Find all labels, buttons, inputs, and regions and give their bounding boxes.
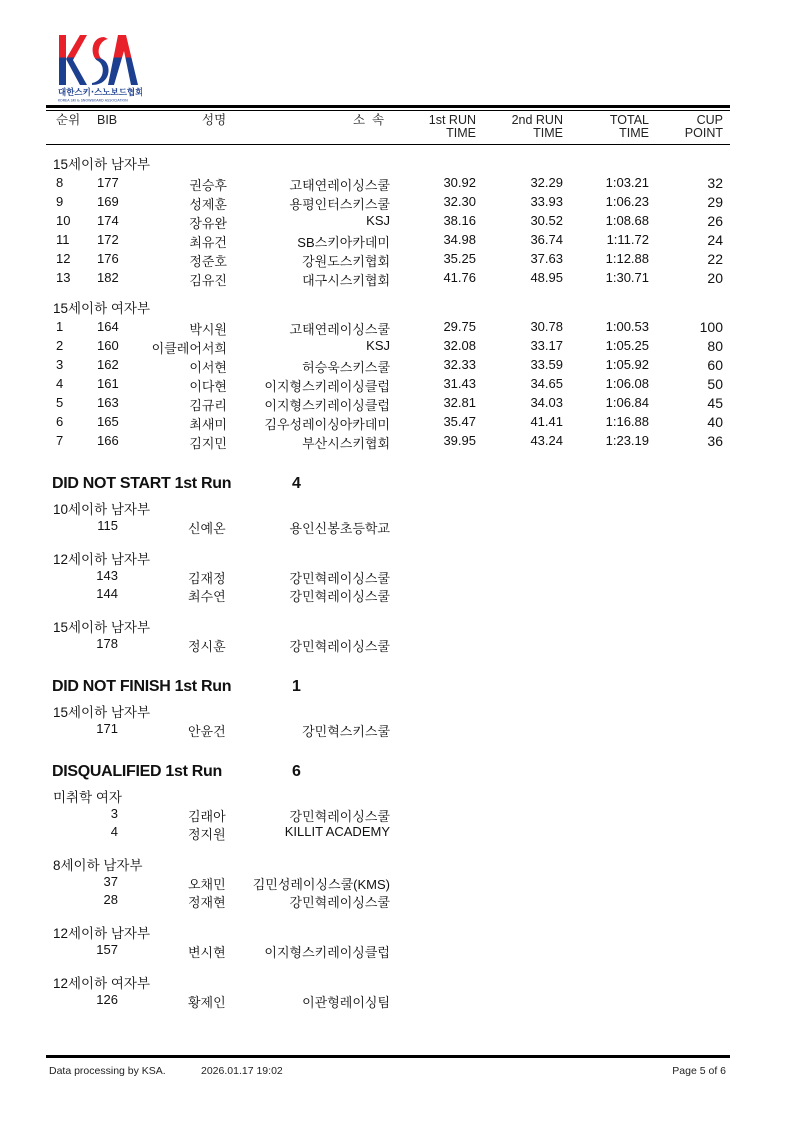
cell-club: SB스키아카데미 bbox=[297, 235, 390, 250]
cell-club: 강민혁레이싱스쿨 bbox=[289, 589, 390, 604]
cell-cup: 22 bbox=[707, 251, 723, 267]
cell-bib: 171 bbox=[96, 721, 118, 736]
cell-name: 최수연 bbox=[188, 589, 226, 604]
cell-run1: 41.76 bbox=[443, 270, 476, 285]
cell-total: 1:16.88 bbox=[605, 414, 649, 429]
cell-total: 1:11.72 bbox=[606, 232, 649, 247]
cell-run1: 29.75 bbox=[443, 319, 476, 334]
cell-club: KSJ bbox=[366, 213, 390, 228]
cell-cup: 80 bbox=[707, 338, 723, 354]
group-spacer bbox=[0, 959, 793, 970]
cell-total: 1:30.71 bbox=[605, 270, 649, 285]
col-header-total bbox=[610, 114, 649, 140]
cell-run1: 32.30 bbox=[443, 194, 476, 209]
cell-run1: 32.33 bbox=[443, 357, 476, 372]
cell-run2: 34.65 bbox=[530, 376, 563, 391]
section-title-text: DISQUALIFIED 1st Run bbox=[52, 763, 223, 780]
cell-club: 이지형스키레이싱클럽 bbox=[264, 379, 390, 394]
section-group-header bbox=[0, 614, 793, 635]
cell-bib: 157 bbox=[96, 942, 118, 957]
cell-name: 정지원 bbox=[188, 827, 226, 842]
list-item bbox=[0, 517, 793, 535]
cell-name: 성제훈 bbox=[189, 197, 227, 212]
col-header-cup-line2: POINT bbox=[684, 126, 723, 140]
cell-club: 이지형스키레이싱클럽 bbox=[264, 398, 390, 413]
cell-bib: 163 bbox=[97, 395, 119, 410]
col-header-bib: BIB bbox=[97, 113, 118, 127]
col-header-run1 bbox=[429, 114, 476, 140]
list-item bbox=[0, 805, 793, 823]
header-bottom-rule bbox=[46, 144, 730, 145]
cell-cup: 26 bbox=[707, 213, 723, 229]
cell-name: 김재정 bbox=[188, 571, 226, 586]
list-item bbox=[0, 823, 793, 841]
cell-club: 강민혁레이싱스쿨 bbox=[289, 571, 390, 586]
section-title-text: DID NOT START 1st Run bbox=[52, 475, 232, 492]
table-row bbox=[0, 249, 793, 268]
cell-name: 김규리 bbox=[189, 398, 227, 413]
cell-rank: 2 bbox=[56, 338, 64, 353]
group-title: 15세이하 남자부 bbox=[53, 157, 151, 172]
group-title: 12세이하 남자부 bbox=[53, 552, 151, 567]
cell-rank: 6 bbox=[56, 414, 64, 429]
cell-cup: 24 bbox=[707, 232, 723, 248]
cell-run2: 36.74 bbox=[530, 232, 563, 247]
cell-club: 이지형스키레이싱클럽 bbox=[264, 945, 390, 960]
group-title: 8세이하 남자부 bbox=[53, 858, 143, 873]
cell-cup: 40 bbox=[707, 414, 723, 430]
section-title-text: DID NOT FINISH 1st Run bbox=[52, 678, 232, 695]
result-group-header bbox=[0, 294, 793, 317]
cell-name: 신예온 bbox=[188, 521, 226, 536]
cell-cup: 50 bbox=[707, 376, 723, 392]
cell-total: 1:06.84 bbox=[605, 395, 649, 410]
list-item bbox=[0, 720, 793, 738]
cell-name: 김유진 bbox=[189, 273, 227, 288]
header-rule bbox=[46, 110, 730, 111]
section-group-header bbox=[0, 784, 793, 805]
cell-club: KILLIT ACADEMY bbox=[284, 824, 390, 839]
cell-club: 김민성레이싱스쿨(KMS) bbox=[252, 877, 390, 892]
cell-bib: 172 bbox=[97, 232, 119, 247]
section-title bbox=[0, 760, 793, 784]
footer-processed-by: Data processing by KSA. bbox=[49, 1065, 166, 1077]
cell-bib: 164 bbox=[97, 319, 119, 334]
section-group-header bbox=[0, 970, 793, 991]
cell-run2: 30.52 bbox=[530, 213, 563, 228]
cell-bib: 37 bbox=[103, 874, 118, 889]
group-title: 15세이하 남자부 bbox=[53, 620, 151, 635]
table-row bbox=[0, 355, 793, 374]
cell-bib: 166 bbox=[97, 433, 119, 448]
cell-rank: 4 bbox=[56, 376, 64, 391]
table-row bbox=[0, 393, 793, 412]
section-title bbox=[0, 472, 793, 496]
group-spacer bbox=[0, 535, 793, 546]
cell-club: 강민혁레이싱스쿨 bbox=[289, 895, 390, 910]
section-title bbox=[0, 675, 793, 699]
col-header-run1-line1: 1st RUN bbox=[428, 113, 476, 127]
cell-rank: 9 bbox=[56, 194, 64, 209]
cell-name: 안윤건 bbox=[188, 724, 226, 739]
col-header-total-line1: TOTAL bbox=[609, 113, 649, 127]
cell-name: 이다현 bbox=[189, 379, 227, 394]
cell-club: 허승욱스키스쿨 bbox=[302, 360, 390, 375]
cell-bib: 160 bbox=[97, 338, 119, 353]
col-header-run2 bbox=[512, 114, 563, 140]
list-item bbox=[0, 873, 793, 891]
list-item bbox=[0, 585, 793, 603]
cell-run1: 38.16 bbox=[443, 213, 476, 228]
cell-bib: 161 bbox=[97, 376, 119, 391]
cell-name: 장유완 bbox=[189, 216, 227, 231]
cell-run2: 43.24 bbox=[530, 433, 563, 448]
table-row bbox=[0, 211, 793, 230]
results-content bbox=[0, 150, 793, 1009]
cell-club: 강민혁레이싱스쿨 bbox=[289, 809, 390, 824]
group-title: 미취학 여자 bbox=[53, 790, 122, 805]
cell-total: 1:12.88 bbox=[605, 251, 649, 266]
col-header-name: 성명 bbox=[202, 113, 227, 127]
col-header-club: 소 속 bbox=[353, 113, 385, 127]
cell-rank: 5 bbox=[56, 395, 64, 410]
cell-name: 박시원 bbox=[189, 322, 227, 337]
cell-cup: 45 bbox=[707, 395, 723, 411]
table-row bbox=[0, 192, 793, 211]
cell-bib: 162 bbox=[97, 357, 119, 372]
cell-name: 정시훈 bbox=[188, 639, 226, 654]
group-spacer bbox=[0, 603, 793, 614]
col-header-cup bbox=[685, 114, 723, 140]
cell-total: 1:03.21 bbox=[605, 175, 649, 190]
cell-club: 강민혁레이싱스쿨 bbox=[289, 639, 390, 654]
cell-club: 고태연레이싱스쿨 bbox=[289, 322, 390, 337]
cell-run1: 39.95 bbox=[443, 433, 476, 448]
cell-name: 이클레어서희 bbox=[151, 341, 227, 356]
section-group-header bbox=[0, 496, 793, 517]
group-title: 15세이하 여자부 bbox=[53, 301, 151, 316]
footer-rule bbox=[46, 1055, 730, 1058]
cell-run2: 33.59 bbox=[530, 357, 563, 372]
cell-cup: 20 bbox=[707, 270, 723, 286]
cell-rank: 7 bbox=[56, 433, 64, 448]
cell-rank: 3 bbox=[56, 357, 64, 372]
ksa-logo bbox=[56, 33, 142, 103]
col-header-cup-line1: CUP bbox=[696, 113, 723, 127]
group-title: 12세이하 여자부 bbox=[53, 976, 151, 991]
cell-cup: 60 bbox=[707, 357, 723, 373]
cell-club: 이관형레이싱팀 bbox=[302, 995, 390, 1010]
cell-bib: 115 bbox=[97, 518, 118, 533]
col-header-rank: 순위 bbox=[56, 113, 81, 127]
cell-cup: 32 bbox=[707, 175, 723, 191]
section-group-header bbox=[0, 920, 793, 941]
cell-bib: 144 bbox=[96, 586, 118, 601]
result-group-header bbox=[0, 150, 793, 173]
cell-name: 황제인 bbox=[188, 995, 226, 1010]
group-spacer bbox=[0, 287, 793, 294]
cell-run2: 32.29 bbox=[530, 175, 563, 190]
cell-rank: 11 bbox=[56, 232, 70, 247]
cell-name: 이서현 bbox=[189, 360, 227, 375]
cell-name: 김래아 bbox=[188, 809, 226, 824]
cell-cup: 29 bbox=[707, 194, 723, 210]
table-row bbox=[0, 268, 793, 287]
svg-text:KOREA SKI & SNOWBOARD ASSOCIAT: KOREA SKI & SNOWBOARD ASSOCIATION bbox=[58, 98, 128, 103]
table-row bbox=[0, 374, 793, 393]
cell-club: 강민혁스키스쿨 bbox=[302, 724, 390, 739]
cell-run2: 33.93 bbox=[530, 194, 563, 209]
cell-bib: 28 bbox=[103, 892, 118, 907]
cell-run2: 30.78 bbox=[530, 319, 563, 334]
section-count: 1 bbox=[292, 678, 301, 695]
cell-total: 1:05.92 bbox=[605, 357, 649, 372]
cell-club: 강원도스키협회 bbox=[302, 254, 390, 269]
svg-text:대한스키·스노보드협회: 대한스키·스노보드협회 bbox=[58, 88, 142, 98]
cell-total: 1:06.23 bbox=[605, 194, 649, 209]
cell-bib: 126 bbox=[96, 992, 118, 1007]
section-group-header bbox=[0, 699, 793, 720]
section-count: 4 bbox=[292, 475, 301, 492]
cell-name: 김지민 bbox=[189, 436, 227, 451]
group-title: 15세이하 남자부 bbox=[53, 705, 151, 720]
group-spacer bbox=[0, 841, 793, 852]
section-group-header bbox=[0, 852, 793, 873]
cell-rank: 8 bbox=[56, 175, 64, 190]
cell-run2: 34.03 bbox=[530, 395, 563, 410]
cell-run2: 41.41 bbox=[530, 414, 563, 429]
cell-name: 변시현 bbox=[188, 945, 226, 960]
cell-bib: 165 bbox=[97, 414, 119, 429]
list-item bbox=[0, 635, 793, 653]
cell-name: 정재현 bbox=[188, 895, 226, 910]
cell-run2: 33.17 bbox=[530, 338, 563, 353]
cell-run1: 32.08 bbox=[443, 338, 476, 353]
cell-club: KSJ bbox=[366, 338, 390, 353]
cell-cup: 100 bbox=[699, 319, 723, 335]
cell-run2: 37.63 bbox=[530, 251, 563, 266]
cell-run1: 32.81 bbox=[443, 395, 476, 410]
cell-run1: 31.43 bbox=[443, 376, 476, 391]
cell-bib: 3 bbox=[110, 806, 118, 821]
cell-run1: 35.47 bbox=[443, 414, 476, 429]
group-spacer bbox=[0, 909, 793, 920]
cell-bib: 169 bbox=[97, 194, 119, 209]
cell-name: 정준호 bbox=[189, 254, 227, 269]
cell-total: 1:00.53 bbox=[605, 319, 649, 334]
cell-bib: 178 bbox=[96, 636, 118, 651]
section-group-header bbox=[0, 546, 793, 567]
cell-total: 1:08.68 bbox=[605, 213, 649, 228]
cell-club: 용인신봉초등학교 bbox=[289, 521, 390, 536]
cell-bib: 4 bbox=[110, 824, 118, 839]
table-row bbox=[0, 412, 793, 431]
table-row bbox=[0, 173, 793, 192]
list-item bbox=[0, 567, 793, 585]
cell-name: 최유건 bbox=[189, 235, 227, 250]
cell-cup: 36 bbox=[707, 433, 723, 449]
cell-club: 김우성레이싱아카데미 bbox=[264, 417, 390, 432]
col-header-run2-line2: TIME bbox=[533, 126, 563, 140]
cell-run2: 48.95 bbox=[530, 270, 563, 285]
table-row bbox=[0, 431, 793, 450]
table-row bbox=[0, 336, 793, 355]
col-header-run1-line2: TIME bbox=[446, 126, 476, 140]
section-spacer bbox=[0, 653, 793, 667]
group-title: 10세이하 남자부 bbox=[53, 502, 151, 517]
col-header-run2-line1: 2nd RUN bbox=[511, 113, 563, 127]
footer-datetime: 2026.01.17 19:02 bbox=[201, 1065, 283, 1077]
col-header-total-line2: TIME bbox=[619, 126, 649, 140]
section-count: 6 bbox=[292, 763, 301, 780]
cell-total: 1:06.08 bbox=[605, 376, 649, 391]
cell-name: 권승후 bbox=[189, 178, 227, 193]
header-rule bbox=[46, 105, 730, 108]
list-item bbox=[0, 991, 793, 1009]
cell-club: 부산시스키협회 bbox=[302, 436, 390, 451]
cell-bib: 174 bbox=[97, 213, 119, 228]
table-row bbox=[0, 230, 793, 249]
cell-run1: 30.92 bbox=[443, 175, 476, 190]
cell-rank: 12 bbox=[56, 251, 71, 266]
cell-rank: 10 bbox=[56, 213, 71, 228]
cell-bib: 143 bbox=[96, 568, 118, 583]
list-item bbox=[0, 941, 793, 959]
cell-rank: 13 bbox=[56, 270, 71, 285]
cell-total: 1:05.25 bbox=[605, 338, 649, 353]
section-spacer bbox=[0, 738, 793, 752]
cell-name: 최새미 bbox=[189, 417, 227, 432]
cell-bib: 176 bbox=[97, 251, 119, 266]
cell-bib: 182 bbox=[97, 270, 119, 285]
cell-club: 대구시스키협회 bbox=[302, 273, 390, 288]
list-item bbox=[0, 891, 793, 909]
cell-run1: 35.25 bbox=[443, 251, 476, 266]
cell-bib: 177 bbox=[97, 175, 119, 190]
cell-rank: 1 bbox=[56, 319, 64, 334]
table-row bbox=[0, 317, 793, 336]
cell-run1: 34.98 bbox=[443, 232, 476, 247]
group-title: 12세이하 남자부 bbox=[53, 926, 151, 941]
footer-page: Page 5 of 6 bbox=[672, 1065, 726, 1077]
cell-name: 오채민 bbox=[188, 877, 226, 892]
cell-total: 1:23.19 bbox=[605, 433, 649, 448]
cell-club: 고태연레이싱스쿨 bbox=[289, 178, 390, 193]
section-spacer bbox=[0, 450, 793, 464]
cell-club: 용평인터스키스쿨 bbox=[289, 197, 390, 212]
